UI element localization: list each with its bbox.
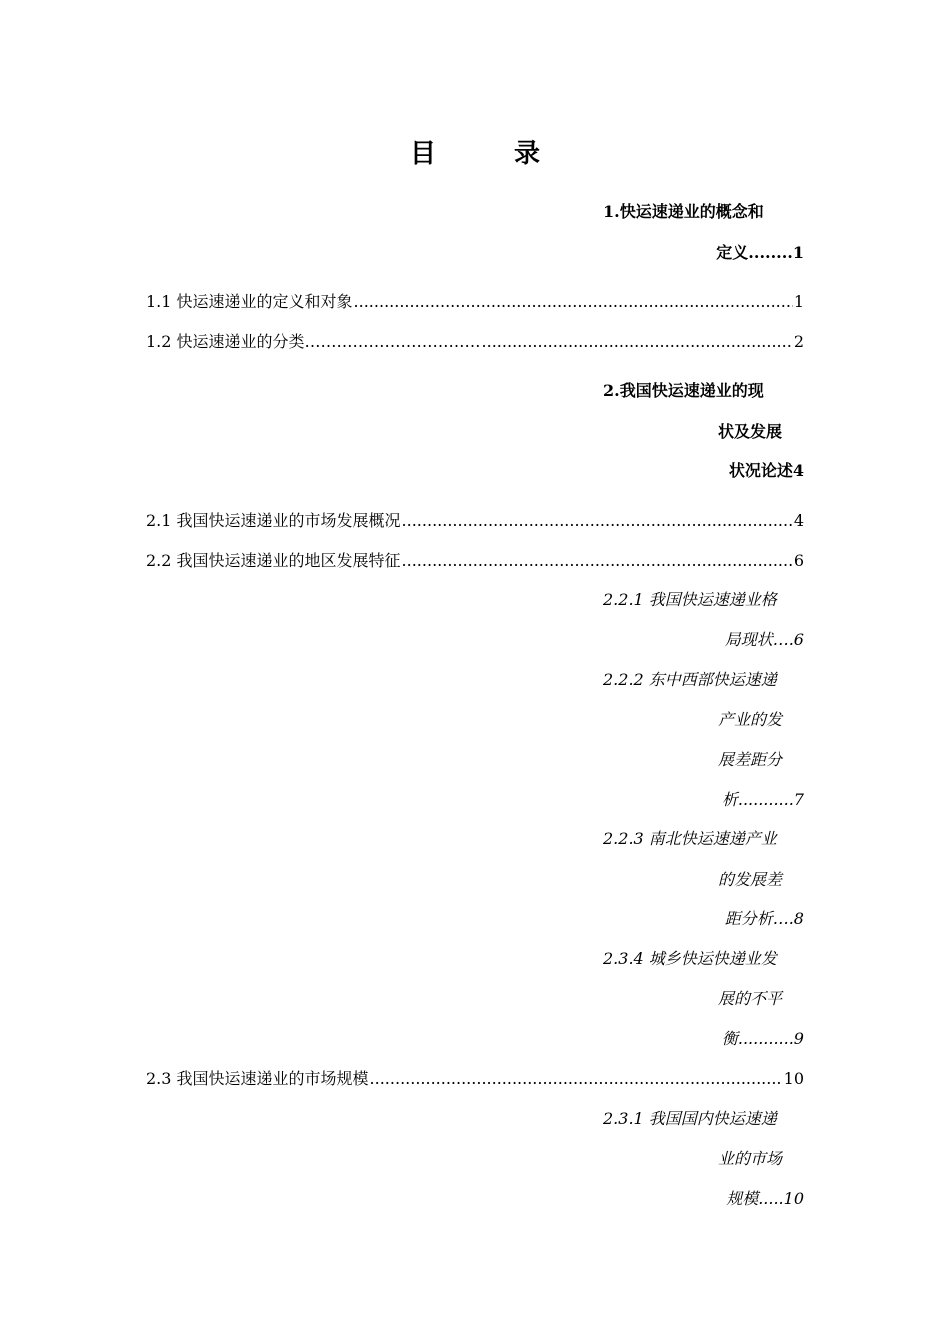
toc-entry-label: 2.1 我国快运速递业的市场发展概况 (146, 511, 401, 530)
toc-leader-dots (354, 292, 793, 312)
toc-entry-label: 1.1 快运速递业的定义和对象 (146, 292, 353, 311)
toc-leader-dots (402, 551, 793, 571)
toc-entry-label: 1.2 快运速递业的分类…………………………… (146, 332, 481, 351)
toc-sub-2-2-2-line-1[interactable]: 2.2.2 东中西部快运速递 (603, 670, 777, 689)
toc-sub-2-2-1-line-2[interactable]: 局现状….6 (724, 630, 804, 649)
toc-sub-2-3-1-line-3[interactable]: 规模.....10 (726, 1189, 804, 1208)
toc-sub-2-2-2-line-3[interactable]: 展差距分 (718, 750, 783, 769)
toc-page-number: 4 (793, 511, 804, 530)
toc-page-number: 10 (783, 1069, 804, 1088)
toc-chapter-2-line-3[interactable]: 状况论述4 (728, 461, 804, 480)
toc-leader-dots (370, 1069, 783, 1089)
toc-entry-2-2[interactable] (146, 551, 804, 571)
toc-entry-2-3[interactable] (146, 1069, 804, 1089)
toc-leader-dots (482, 332, 793, 352)
toc-sub-2-3-1-line-2[interactable]: 业的市场 (718, 1149, 783, 1168)
toc-leader-dots (402, 511, 793, 531)
toc-sub-2-2-1-line-1[interactable]: 2.2.1 我国快运速递业格 (603, 590, 777, 609)
toc-chapter-1-line-1[interactable]: 1.快运速递业的概念和 (603, 202, 764, 221)
toc-sub-2-2-3-line-2[interactable]: 的发展差 (718, 870, 783, 889)
toc-sub-2-3-4-line-2[interactable]: 展的不平 (718, 989, 783, 1008)
toc-chapter-1-line-2[interactable]: 定义........1 (716, 243, 804, 262)
page-title: 目 录 (409, 139, 566, 169)
toc-entry-label: 2.2 我国快运速递业的地区发展特征 (146, 551, 401, 570)
toc-entry-2-1[interactable] (146, 511, 804, 531)
toc-entry-1-1[interactable] (146, 292, 804, 312)
toc-page-number: 6 (793, 551, 804, 570)
toc-sub-2-2-3-line-3[interactable]: 距分析….8 (724, 909, 804, 928)
toc-entry-label: 2.3 我国快运速递业的市场规模 (146, 1069, 369, 1088)
toc-sub-2-3-4-line-3[interactable]: 衡...........9 (721, 1029, 804, 1048)
toc-sub-2-2-3-line-1[interactable]: 2.2.3 南北快运速递产业 (603, 829, 777, 848)
toc-page-number: 1 (793, 292, 804, 311)
toc-sub-2-3-1-line-1[interactable]: 2.3.1 我国国内快运速递 (603, 1109, 777, 1128)
toc-sub-2-2-2-line-2[interactable]: 产业的发 (718, 710, 783, 729)
toc-chapter-2-line-2[interactable]: 状及发展 (718, 422, 783, 441)
toc-entry-1-2[interactable] (146, 332, 804, 352)
toc-chapter-2-line-1[interactable]: 2.我国快运速递业的现 (603, 381, 764, 400)
toc-sub-2-2-2-line-4[interactable]: 析...........7 (721, 790, 804, 809)
toc-page-number: 2 (793, 332, 804, 351)
toc-sub-2-3-4-line-1[interactable]: 2.3.4 城乡快运快递业发 (603, 949, 777, 968)
